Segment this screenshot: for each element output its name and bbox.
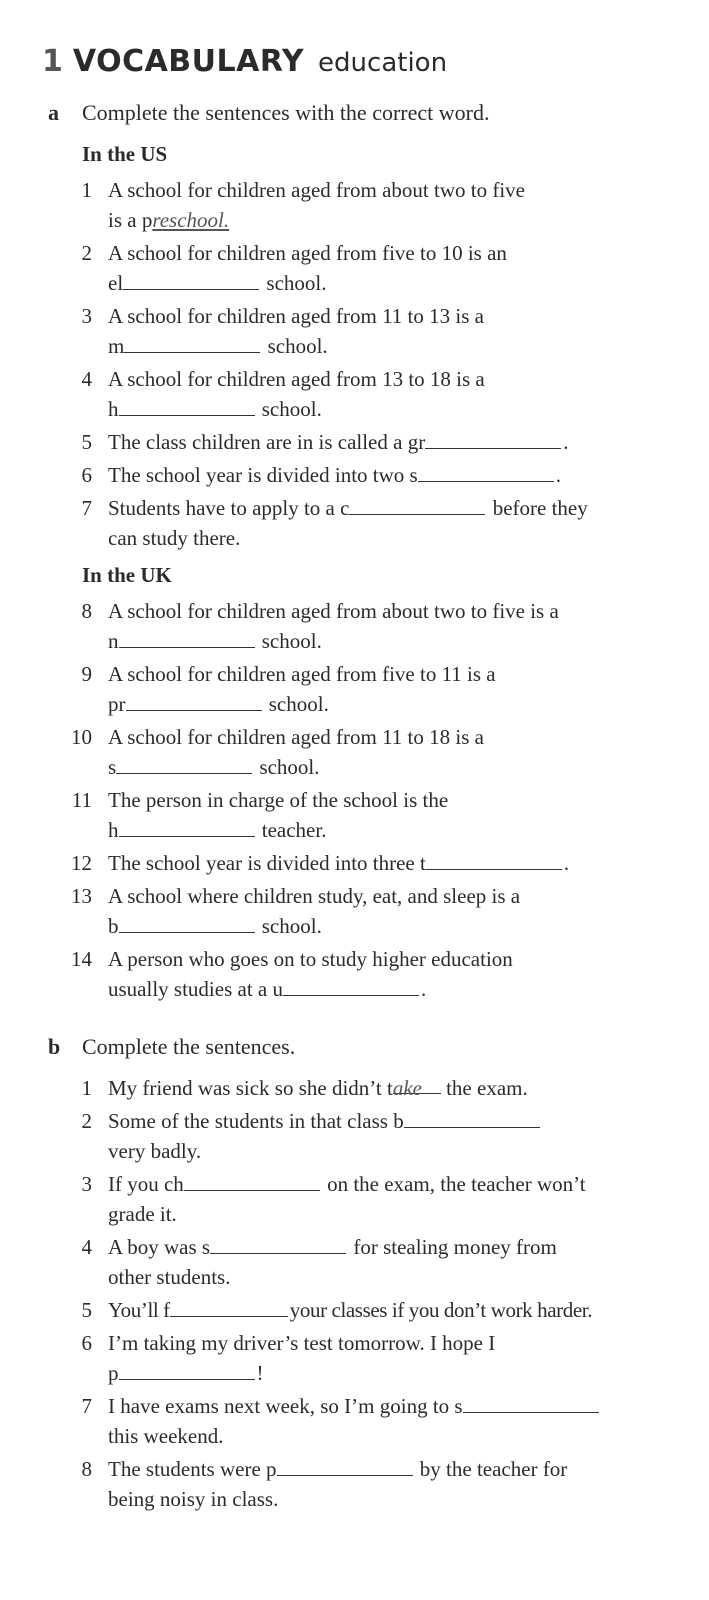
answer-blank[interactable] [123,269,259,290]
answer-blank[interactable] [283,975,419,996]
answer-blank[interactable] [119,912,255,933]
item-text: The person in charge of the school is the [108,788,449,812]
item-text: school. [261,914,322,938]
answer-blank[interactable] [119,627,255,648]
item-text: The school year is divided into three t [108,851,426,875]
item-text: The school year is divided into two s [108,463,418,487]
exercise-title: VOCABULARY [72,44,305,79]
item-text: The students were p [108,1457,277,1481]
item-text: . [563,851,570,875]
item-text: A school where children study, eat, and sleep is a [108,884,521,908]
item-text: A school for children aged from 11 to 18 is a [108,725,484,749]
example-answer: ake [393,1073,441,1094]
item-number: 13 [71,884,92,908]
answer-blank[interactable] [119,395,255,416]
item-text: the exam. [446,1076,528,1100]
item-text: My friend was sick so she didn’t t [108,1076,393,1100]
item-number: 1 [81,178,92,202]
item-text: p [108,1361,119,1385]
item-number: 4 [81,1235,92,1259]
item-text: b [108,914,119,938]
item-text: can study there. [108,526,241,550]
item-text: A boy was s [108,1235,211,1259]
exercise-subtitle: education [318,48,448,78]
item-text: ! [256,1361,264,1385]
item-number: 2 [81,1109,92,1133]
item-number: 10 [71,725,92,749]
answer-blank[interactable] [277,1455,413,1476]
answer-blank[interactable] [426,849,562,870]
item-number: 7 [81,496,92,520]
item-number: 11 [71,788,92,812]
item-number: 8 [81,1457,92,1481]
exercise-number: 1 [42,44,63,79]
item-text: this weekend. [108,1424,224,1448]
item-text: is a p [108,208,153,232]
item-text: I have exams next week, so I’m going to s [108,1394,463,1418]
item-text: A school for children aged from about two to five is a [108,599,559,623]
item-text: school. [268,692,329,716]
item-number: 6 [81,463,92,487]
item-text: before they [492,496,588,520]
item-text: I’m taking my driver’s test tomorrow. I hope I [108,1331,496,1355]
answer-blank[interactable] [418,461,554,482]
item-text: on the exam, the teacher won’t [327,1172,586,1196]
section-b-instruction: Complete the sentences. [82,1034,296,1059]
subheading-us: In the US [82,142,168,166]
item-text: by the teacher for [419,1457,568,1481]
item-number: 1 [81,1076,92,1100]
item-text: . [555,463,561,487]
exercise-header [42,44,447,94]
item-text: A school for children aged from about two to five [108,178,525,202]
item-text: h [108,397,119,421]
item-number: 7 [81,1394,92,1418]
item-text: pr [108,692,126,716]
answer-blank[interactable] [124,332,260,353]
item-text: school. [266,271,327,295]
answer-blank[interactable] [404,1107,540,1128]
item-text: A school for children aged from five to 10 is an [108,241,507,265]
answer-blank[interactable] [463,1392,599,1413]
item-text: n [108,629,119,653]
item-text: usually studies at a u [108,977,283,1001]
item-text: h [108,818,119,842]
answer-blank[interactable] [210,1233,346,1254]
item-number: 5 [81,1298,92,1322]
item-text: You’ll f [108,1298,170,1322]
answer-blank[interactable] [170,1296,288,1317]
item-text: m [108,334,125,358]
item-text: . [563,430,569,454]
item-text: your classes if you don’t work harder. [289,1298,593,1322]
item-number: 12 [71,851,92,875]
item-number: 8 [81,599,92,623]
item-number: 3 [81,1172,92,1196]
item-text: for stealing money from [353,1235,557,1259]
subheading-uk: In the UK [82,563,172,587]
item-text: A school for children aged from 13 to 18 is a [108,367,485,391]
item-text: . [420,977,427,1001]
item-text: A school for children aged from five to 11 is a [108,662,496,686]
answer-blank[interactable] [119,1359,255,1380]
section-a-letter: a [48,100,59,125]
item-text: teacher. [261,818,327,842]
item-text: If you ch [108,1172,184,1196]
item-number: 4 [81,367,92,391]
item-text: school. [261,397,322,421]
item-text: el [108,271,124,295]
item-text: s [108,755,117,779]
item-text: grade it. [108,1202,177,1226]
item-text: other students. [108,1265,231,1289]
item-number: 9 [81,662,92,686]
item-text: school. [261,629,322,653]
section-b-letter: b [48,1034,61,1059]
answer-blank[interactable] [349,494,485,515]
item-text: school. [259,755,320,779]
item-text: A person who goes on to study higher education [108,947,513,971]
item-text: Some of the students in that class b [108,1109,404,1133]
answer-blank[interactable] [126,690,262,711]
item-text: A school for children aged from 11 to 13 is a [108,304,484,328]
item-number: 5 [81,430,92,454]
answer-blank[interactable] [184,1170,320,1191]
item-text: being noisy in class. [108,1487,279,1511]
item-text: school. [267,334,328,358]
item-text: Students have to apply to a c [108,496,350,520]
item-number: 3 [81,304,92,328]
answer-blank[interactable] [425,428,561,449]
item-text: The class children are in is called a gr [108,430,426,454]
answer-blank[interactable] [119,816,255,837]
example-answer: reschool. [152,208,230,232]
item-number: 6 [81,1331,92,1355]
item-number: 2 [81,241,92,265]
item-number: 14 [71,947,92,971]
answer-blank[interactable] [116,753,252,774]
item-text: very badly. [108,1139,202,1163]
section-a-instruction: Complete the sentences with the correct word. [82,100,490,125]
